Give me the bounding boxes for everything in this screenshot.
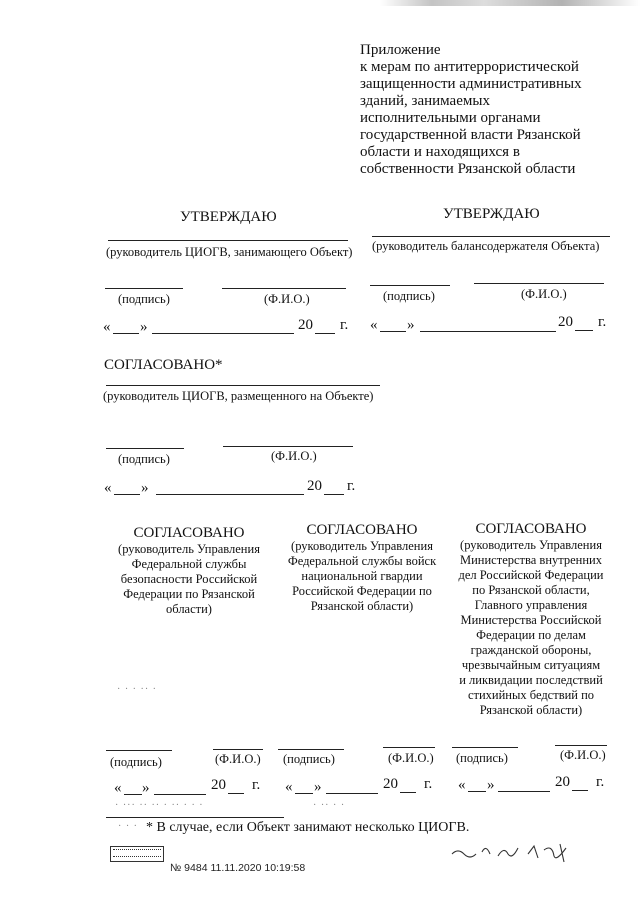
- agreed-main-heading: СОГЛАСОВАНО*: [104, 357, 223, 373]
- approve-left-signature-line: [105, 288, 183, 289]
- col3-fio-line: [555, 745, 607, 746]
- agreed-column-role-line: Федеральной службы войск: [287, 554, 437, 568]
- col1-day-line: [124, 794, 142, 795]
- approve-left-year-line: [315, 333, 335, 334]
- col3-signature-label: (подпись): [456, 751, 508, 765]
- registration-number: № 9484 11.11.2020 10:19:58: [170, 862, 306, 874]
- appendix-line: исполнительными органами: [360, 110, 541, 126]
- col2-signature-line: [278, 749, 344, 750]
- col3-signature-line: [452, 747, 518, 748]
- footnote-separator: [106, 817, 284, 818]
- agreed-column-role-line: (руководитель Управления: [118, 542, 260, 556]
- approve-left-fio-label: (Ф.И.О.): [264, 292, 310, 306]
- approve-right-signature-line: [370, 285, 450, 286]
- approve-left-signature-label: (подпись): [118, 292, 170, 306]
- scan-noise: · · · ·· ·: [117, 684, 157, 695]
- agreed-column-role-line: Федерации по делам: [476, 628, 586, 642]
- appendix-title: Приложение: [360, 42, 441, 58]
- agreed-column-role-line: Главного управления: [474, 598, 588, 612]
- col3-year: 20: [555, 774, 570, 790]
- col2-year-line: [400, 792, 416, 793]
- col3-date-open: «: [458, 777, 466, 793]
- scan-edge-noise: [380, 0, 640, 6]
- col3-fio-label: (Ф.И.О.): [560, 748, 606, 762]
- scan-noise: · ··· ·· ·· · ·· · · ·: [115, 800, 204, 811]
- agreed-column-role-line: Федеральной службы: [131, 557, 247, 571]
- agreed-main-role: (руководитель ЦИОГВ, размещенного на Объекте): [103, 389, 374, 403]
- agreed-column-role-line: Министерства Российской: [460, 613, 602, 627]
- approve-left-heading: УТВЕРЖДАЮ: [180, 209, 277, 225]
- col1-signature-line: [106, 750, 172, 751]
- col2-year: 20: [383, 776, 398, 792]
- col2-date-close: »: [314, 779, 322, 795]
- col2-fio-line: [383, 747, 435, 748]
- approve-left-year-suffix: г.: [340, 317, 349, 333]
- agreed-column-rosgvardia: [274, 522, 450, 614]
- agreed-main-year: 20: [307, 478, 322, 494]
- col3-date-close: »: [487, 777, 495, 793]
- agreed-main-signature-label: (подпись): [118, 452, 170, 466]
- approve-right-fio-line: [474, 283, 604, 284]
- appendix-line: к мерам по антитеррористической: [360, 59, 579, 75]
- approve-left-date-open: «: [103, 319, 111, 335]
- agreed-column-heading: СОГЛАСОВАНО: [306, 522, 418, 538]
- agreed-column-role-line: национальной гвардии: [301, 569, 423, 583]
- appendix-block: [360, 42, 630, 178]
- footnote: * В случае, если Объект занимают несколько ЦИОГВ.: [146, 820, 470, 835]
- approve-left-day-line: [113, 333, 139, 334]
- col3-year-line: [572, 790, 588, 791]
- appendix-line: государственной власти Рязанской: [360, 127, 581, 143]
- col1-date-open: «: [114, 780, 122, 796]
- col3-month-line: [498, 791, 550, 792]
- approve-left-role: (руководитель ЦИОГВ, занимающего Объект): [106, 245, 353, 259]
- agreed-column-role-line: (руководитель Управления: [460, 538, 602, 552]
- agreed-main-date-open: «: [104, 480, 112, 496]
- approve-right-date-open: «: [370, 317, 378, 333]
- appendix-line: зданий, занимаемых: [360, 93, 490, 109]
- col3-day-line: [468, 791, 486, 792]
- col2-signature-label: (подпись): [283, 752, 335, 766]
- col2-fio-label: (Ф.И.О.): [388, 751, 434, 765]
- agreed-main-signature-line: [106, 448, 184, 449]
- approve-right-year-line: [575, 330, 593, 331]
- appendix-line: области и находящихся в: [360, 144, 520, 160]
- appendix-line: собственности Рязанской области: [360, 161, 576, 177]
- agreed-column-role-line: Федерации по Рязанской: [123, 587, 255, 601]
- agreed-main-year-suffix: г.: [347, 478, 356, 494]
- approve-right-role-line: [372, 236, 610, 237]
- col1-year-suffix: г.: [252, 777, 261, 793]
- col1-year-line: [228, 793, 244, 794]
- approve-left-month-line: [152, 333, 294, 334]
- agreed-main-role-line: [106, 385, 380, 386]
- agreed-column-role-line: дел Российской Федерации: [458, 568, 604, 582]
- agreed-column-fsb: [100, 525, 278, 617]
- col2-date-open: «: [285, 779, 293, 795]
- approve-right-role: (руководитель балансодержателя Объекта): [372, 239, 600, 253]
- approve-right-heading: УТВЕРЖДАЮ: [443, 206, 540, 222]
- agreed-column-role-line: области): [166, 602, 212, 616]
- agreed-column-role-line: по Рязанской области,: [472, 583, 590, 597]
- scan-noise: · · ·: [118, 821, 138, 832]
- appendix-line: защищенности административных: [360, 76, 582, 92]
- agreed-main-date-close: »: [141, 480, 149, 496]
- col2-month-line: [326, 793, 378, 794]
- col2-year-suffix: г.: [424, 776, 433, 792]
- approve-left-fio-line: [222, 288, 346, 289]
- agreed-main-year-line: [324, 494, 344, 495]
- scan-noise: · ·· · ·: [313, 800, 346, 811]
- col1-date-close: »: [142, 780, 150, 796]
- approve-right-signature-label: (подпись): [383, 289, 435, 303]
- col3-year-suffix: г.: [596, 774, 605, 790]
- agreed-column-role-line: безопасности Российской: [120, 572, 258, 586]
- agreed-column-role-line: Министерства внутренних: [460, 553, 602, 567]
- agreed-column-role-line: и ликвидации последствий: [459, 673, 603, 687]
- col1-month-line: [154, 794, 206, 795]
- col1-year: 20: [211, 777, 226, 793]
- registration-stamp: [110, 846, 164, 862]
- agreed-main-day-line: [114, 494, 140, 495]
- agreed-main-fio-line: [223, 446, 353, 447]
- agreed-column-role-line: гражданской обороны,: [470, 643, 592, 657]
- agreed-column-role-line: стихийных бедствий по: [467, 688, 595, 702]
- agreed-main-fio-label: (Ф.И.О.): [271, 449, 317, 463]
- agreed-column-role-line: Российской Федерации по: [292, 584, 432, 598]
- col2-day-line: [295, 793, 313, 794]
- approve-right-date-close: »: [407, 317, 415, 333]
- agreed-main-month-line: [156, 494, 304, 495]
- agreed-column-role-line: (руководитель Управления: [291, 539, 433, 553]
- approve-left-date-close: »: [140, 319, 148, 335]
- approve-right-month-line: [420, 331, 556, 332]
- agreed-column-heading: СОГЛАСОВАНО: [133, 525, 245, 541]
- handwritten-scribble: [448, 838, 580, 866]
- approve-right-fio-label: (Ф.И.О.): [521, 287, 567, 301]
- approve-right-year-suffix: г.: [598, 314, 607, 330]
- agreed-column-heading: СОГЛАСОВАНО: [475, 521, 587, 537]
- approve-left-role-line: [108, 240, 348, 241]
- approve-right-day-line: [380, 331, 406, 332]
- col1-fio-line: [213, 749, 263, 750]
- approve-left-year: 20: [298, 317, 313, 333]
- col1-signature-label: (подпись): [110, 755, 162, 769]
- col1-fio-label: (Ф.И.О.): [215, 752, 261, 766]
- agreed-column-mvd-mchs: [446, 521, 616, 718]
- agreed-column-role-line: чрезвычайным ситуациям: [461, 658, 601, 672]
- agreed-column-role-line: Рязанской области): [310, 599, 414, 613]
- approve-right-year: 20: [558, 314, 573, 330]
- agreed-column-role-line: Рязанской области): [479, 703, 583, 717]
